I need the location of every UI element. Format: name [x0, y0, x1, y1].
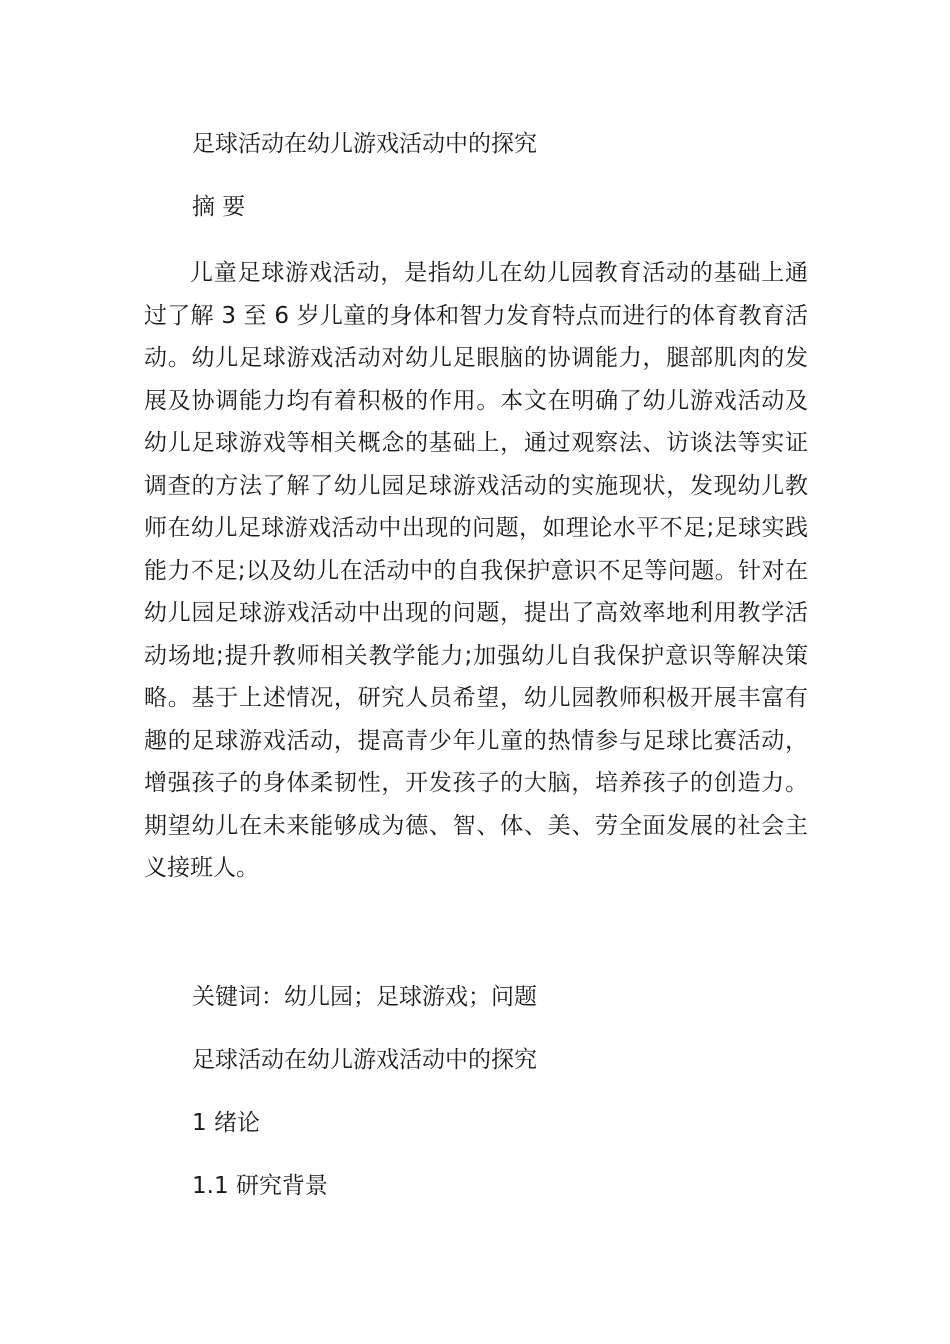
abstract-heading: 摘 要: [192, 194, 246, 220]
chapter-heading: 1 绪论: [192, 1110, 260, 1136]
document-title-repeat: 足球活动在幼儿游戏活动中的探究: [192, 1047, 537, 1073]
section-heading: 1.1 研究背景: [192, 1173, 328, 1199]
keywords: 关键词：幼儿园；足球游戏；问题: [192, 984, 537, 1010]
document-title: 足球活动在幼儿游戏活动中的探究: [192, 131, 537, 157]
abstract-body: 儿童足球游戏活动，是指幼儿在幼儿园教育活动的基础上通过了解 3 至 6 岁儿童的身体和智力发育特点而进行的体育教育活动。幼儿足球游戏活动对幼儿足眼脑的协调能力，腿部肌肉的发展及协调能力均有着积极的作用。本文在明确了幼儿游戏活动及幼儿足球游戏等相关概念的基础上，通过观察法、访谈法等实证调查的方法了解了幼儿园足球游戏活动的实施现状，发现幼儿教师在幼儿足球游戏活动中出现的问题，如理论水平不足;足球实践能力不足;以及幼儿在活动中的自我保护意识不足等问题。针对在幼儿园足球游戏活动中出现的问题，提出了高效率地利用教学活动场地;提升教师相关教学能力;加强幼儿自我保护意识等解决策略。基于上述情况，研究人员希望，幼儿园教师积极开展丰富有趣的足球游戏活动，提高青少年儿童的热情参与足球比赛活动，增强孩子的身体柔韧性，开发孩子的大脑，培养孩子的创造力。期望幼儿在未来能够成为德、智、体、美、劳全面发展的社会主义接班人。: [144, 260, 808, 881]
